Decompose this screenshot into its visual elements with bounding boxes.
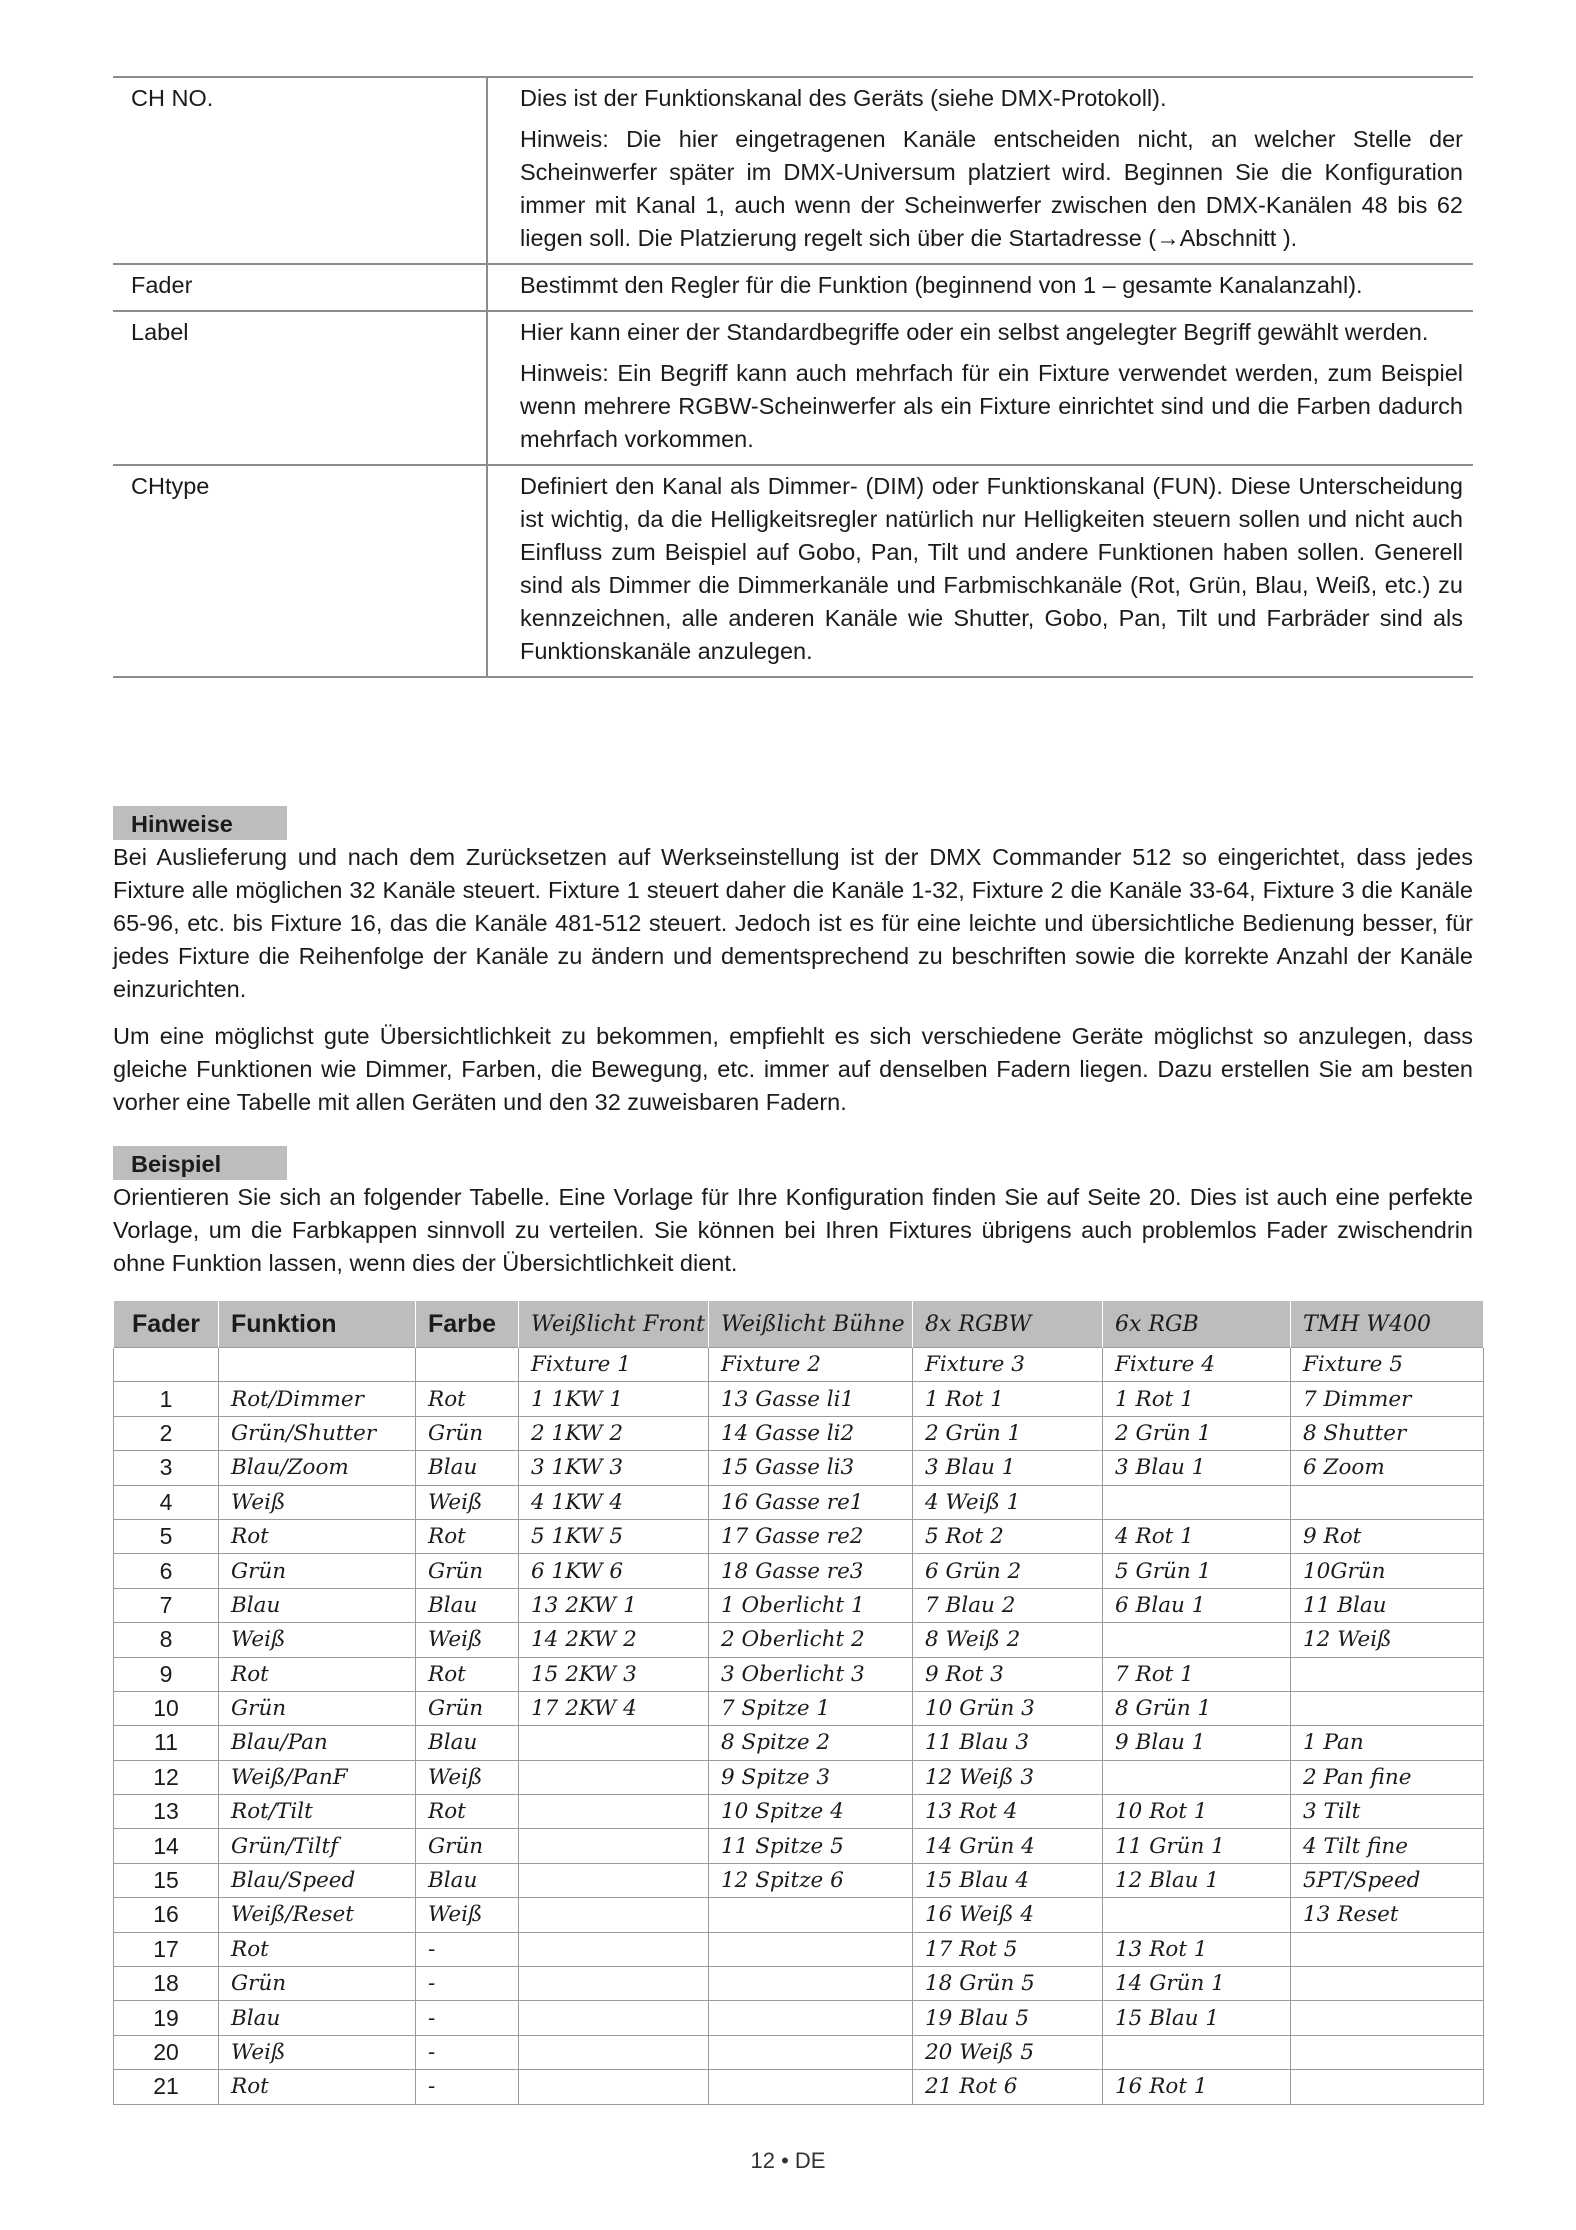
table-cell: Blau/Pan bbox=[219, 1726, 416, 1760]
table-cell: 4 Rot 1 bbox=[1103, 1519, 1291, 1553]
table-cell: Grün bbox=[219, 1554, 416, 1588]
table-cell: Grün/Tiltf bbox=[219, 1829, 416, 1863]
column-header: TMH W400 bbox=[1291, 1301, 1484, 1348]
table-cell: Rot bbox=[219, 2070, 416, 2104]
fixture-label-cell bbox=[219, 1348, 416, 1382]
fixture-label-cell: Fixture 1 bbox=[519, 1348, 709, 1382]
table-cell bbox=[1103, 1898, 1291, 1932]
table-cell bbox=[1291, 1967, 1484, 2001]
table-cell: Grün bbox=[416, 1554, 519, 1588]
fixture-subheader-row bbox=[114, 1348, 1484, 1382]
table-cell: Blau bbox=[416, 1726, 519, 1760]
table-cell: 2 1KW 2 bbox=[519, 1416, 709, 1450]
fader-number-cell: 17 bbox=[114, 1932, 219, 1966]
definition-term: CH NO. bbox=[113, 77, 487, 264]
table-cell: 8 Weiß 2 bbox=[913, 1623, 1103, 1657]
table-cell bbox=[1291, 1932, 1484, 1966]
column-header: 6x RGB bbox=[1103, 1301, 1291, 1348]
table-cell: - bbox=[416, 1932, 519, 1966]
table-cell: Grün/Shutter bbox=[219, 1416, 416, 1450]
table-cell bbox=[519, 1829, 709, 1863]
table-cell: 3 Oberlicht 3 bbox=[709, 1657, 913, 1691]
definition-row bbox=[113, 77, 1473, 264]
definition-term: CHtype bbox=[113, 465, 487, 677]
table-cell: 20 Weiß 5 bbox=[913, 2035, 1103, 2069]
table-cell: 3 Blau 1 bbox=[1103, 1451, 1291, 1485]
table-cell bbox=[519, 1932, 709, 1966]
fixture-label-cell: Fixture 5 bbox=[1291, 1348, 1484, 1382]
table-cell: 10 Grün 3 bbox=[913, 1691, 1103, 1725]
table-cell: 15 Blau 4 bbox=[913, 1863, 1103, 1897]
table-cell: 2 Grün 1 bbox=[1103, 1416, 1291, 1450]
table-cell: 13 Rot 1 bbox=[1103, 1932, 1291, 1966]
table-cell bbox=[1291, 1485, 1484, 1519]
table-cell: 9 Rot 3 bbox=[913, 1657, 1103, 1691]
table-row bbox=[114, 1451, 1484, 1485]
table-row bbox=[114, 1485, 1484, 1519]
definition-description bbox=[487, 465, 1473, 677]
table-cell: Weiß bbox=[219, 2035, 416, 2069]
table-cell bbox=[519, 1760, 709, 1794]
column-header: 8x RGBW bbox=[913, 1301, 1103, 1348]
table-cell: Rot bbox=[416, 1519, 519, 1553]
fader-number-cell: 12 bbox=[114, 1760, 219, 1794]
table-cell: 5 Grün 1 bbox=[1103, 1554, 1291, 1588]
table-row bbox=[114, 1795, 1484, 1829]
table-row bbox=[114, 2035, 1484, 2069]
table-cell: 1 Oberlicht 1 bbox=[709, 1588, 913, 1622]
table-cell: 17 Rot 5 bbox=[913, 1932, 1103, 1966]
table-cell: Grün bbox=[416, 1691, 519, 1725]
table-cell: 13 2KW 1 bbox=[519, 1588, 709, 1622]
table-cell: 11 Blau 3 bbox=[913, 1726, 1103, 1760]
table-row bbox=[114, 1863, 1484, 1897]
definition-paragraph: Hinweis: Die hier eingetragenen Kanäle entscheiden nicht, an welcher Stelle der Scheinwerfer später im DMX-Universum platziert wird. Beginnen Sie die Konfiguration immer mit Kanal 1, auch wenn der Scheinwerfer zwischen den DMX-Kanälen 48 bis 62 liegen soll. Die Platzierung regelt sich über die Startadresse (→Abschnitt ). bbox=[520, 126, 1463, 251]
fader-number-cell: 15 bbox=[114, 1863, 219, 1897]
table-cell: 15 Blau 1 bbox=[1103, 2001, 1291, 2035]
column-header: Fader bbox=[114, 1301, 219, 1348]
table-cell: 7 Blau 2 bbox=[913, 1588, 1103, 1622]
definition-paragraph: Hier kann einer der Standardbegriffe oder ein selbst angelegter Begriff gewählt werden. bbox=[520, 319, 1429, 345]
table-cell: - bbox=[416, 2070, 519, 2104]
table-cell: 3 1KW 3 bbox=[519, 1451, 709, 1485]
table-cell: 15 Gasse li3 bbox=[709, 1451, 913, 1485]
table-cell: 1 Rot 1 bbox=[1103, 1382, 1291, 1416]
table-cell: 12 Blau 1 bbox=[1103, 1863, 1291, 1897]
table-cell bbox=[709, 2070, 913, 2104]
fader-number-cell: 1 bbox=[114, 1382, 219, 1416]
table-cell: 6 Blau 1 bbox=[1103, 1588, 1291, 1622]
table-cell: Weiß bbox=[416, 1485, 519, 1519]
table-cell: 12 Weiß bbox=[1291, 1623, 1484, 1657]
table-cell: 6 Zoom bbox=[1291, 1451, 1484, 1485]
fader-number-cell: 20 bbox=[114, 2035, 219, 2069]
table-cell: 18 Gasse re3 bbox=[709, 1554, 913, 1588]
table-row bbox=[114, 1726, 1484, 1760]
table-cell: 10Grün bbox=[1291, 1554, 1484, 1588]
table-cell: Blau bbox=[416, 1588, 519, 1622]
fader-number-cell: 6 bbox=[114, 1554, 219, 1588]
definition-paragraph: Bestimmt den Regler für die Funktion (beginnend von 1 – gesamte Kanalanzahl). bbox=[520, 272, 1363, 298]
table-row bbox=[114, 1623, 1484, 1657]
fader-number-cell: 5 bbox=[114, 1519, 219, 1553]
table-cell: Blau bbox=[219, 2001, 416, 2035]
column-header: Weißlicht Front bbox=[519, 1301, 709, 1348]
definition-description bbox=[487, 311, 1473, 465]
table-cell: Grün bbox=[219, 1691, 416, 1725]
table-cell: Weiß bbox=[219, 1485, 416, 1519]
table-row bbox=[114, 1829, 1484, 1863]
table-cell: 5 Rot 2 bbox=[913, 1519, 1103, 1553]
column-header: Farbe bbox=[416, 1301, 519, 1348]
table-cell: - bbox=[416, 2001, 519, 2035]
table-cell bbox=[709, 1898, 913, 1932]
table-cell: 21 Rot 6 bbox=[913, 2070, 1103, 2104]
table-cell: Weiß bbox=[219, 1623, 416, 1657]
table-cell bbox=[709, 2001, 913, 2035]
table-cell bbox=[519, 1726, 709, 1760]
table-cell: 11 Spitze 5 bbox=[709, 1829, 913, 1863]
table-cell: 5 1KW 5 bbox=[519, 1519, 709, 1553]
fixture-label-cell bbox=[416, 1348, 519, 1382]
fixture-label-cell bbox=[114, 1348, 219, 1382]
table-cell: Rot bbox=[416, 1382, 519, 1416]
hinweise-heading: Hinweise bbox=[113, 806, 287, 840]
hinweise-section bbox=[113, 806, 1473, 1119]
table-row bbox=[114, 1691, 1484, 1725]
table-cell: 4 Tilt fine bbox=[1291, 1829, 1484, 1863]
table-row bbox=[114, 1588, 1484, 1622]
table-row bbox=[114, 1657, 1484, 1691]
definition-paragraph: Hinweis: Ein Begriff kann auch mehrfach für ein Fixture verwendet werden, zum Beispiel wenn mehrere RGBW-Scheinwerfer als ein Fixture einrichtet sind und die Farben dadurch mehrfach vorkommen. bbox=[520, 360, 1463, 452]
fixture-label-cell: Fixture 4 bbox=[1103, 1348, 1291, 1382]
table-cell: 19 Blau 5 bbox=[913, 2001, 1103, 2035]
definition-term: Label bbox=[113, 311, 487, 465]
table-cell bbox=[519, 2001, 709, 2035]
fader-number-cell: 7 bbox=[114, 1588, 219, 1622]
table-cell: 2 Pan fine bbox=[1291, 1760, 1484, 1794]
table-cell: Weiß bbox=[416, 1760, 519, 1794]
table-cell: Blau/Speed bbox=[219, 1863, 416, 1897]
column-header: Funktion bbox=[219, 1301, 416, 1348]
table-cell: 17 2KW 4 bbox=[519, 1691, 709, 1725]
table-cell: Blau bbox=[219, 1588, 416, 1622]
hinweise-paragraph-2: Um eine möglichst gute Übersichtlichkeit zu bekommen, empfiehlt es sich verschiedene Geräte möglichst so anzulegen, dass gleiche Funktionen wie Dimmer, Farben, die Bewegung, etc. immer auf denselben Fadern liegen. Dazu erstellen Sie am besten vorher eine Tabelle mit allen Geräten und den 32 zuweisbaren Fadern. bbox=[113, 1023, 1473, 1115]
table-cell: 17 Gasse re2 bbox=[709, 1519, 913, 1553]
table-cell: 7 Spitze 1 bbox=[709, 1691, 913, 1725]
table-cell bbox=[1103, 1623, 1291, 1657]
table-cell bbox=[519, 1898, 709, 1932]
fader-number-cell: 2 bbox=[114, 1416, 219, 1450]
fader-number-cell: 10 bbox=[114, 1691, 219, 1725]
table-row bbox=[114, 1554, 1484, 1588]
table-cell: 7 Dimmer bbox=[1291, 1382, 1484, 1416]
table-cell: 4 1KW 4 bbox=[519, 1485, 709, 1519]
table-cell: Grün bbox=[219, 1967, 416, 2001]
table-cell: 4 Weiß 1 bbox=[913, 1485, 1103, 1519]
table-cell: 9 Rot bbox=[1291, 1519, 1484, 1553]
table-cell: Rot/Tilt bbox=[219, 1795, 416, 1829]
table-cell: 13 Reset bbox=[1291, 1898, 1484, 1932]
fader-number-cell: 4 bbox=[114, 1485, 219, 1519]
table-cell: 9 Blau 1 bbox=[1103, 1726, 1291, 1760]
table-cell: 12 Weiß 3 bbox=[913, 1760, 1103, 1794]
table-cell bbox=[519, 1863, 709, 1897]
beispiel-paragraph: Orientieren Sie sich an folgender Tabelle. Eine Vorlage für Ihre Konfiguration finden Sie auf Seite 20. Dies ist auch eine perfekte Vorlage, um die Farbkappen sinnvoll zu verteilen. Sie können bei Ihren Fixtures übrigens auch problemlos Fader zwischendrin ohne Funktion lassen, wenn dies der Übersichtlichkeit dient. bbox=[113, 1184, 1473, 1276]
fader-number-cell: 19 bbox=[114, 2001, 219, 2035]
table-cell: 9 Spitze 3 bbox=[709, 1760, 913, 1794]
table-cell: 3 Tilt bbox=[1291, 1795, 1484, 1829]
table-cell: 10 Rot 1 bbox=[1103, 1795, 1291, 1829]
table-row bbox=[114, 1967, 1484, 2001]
table-cell: 15 2KW 3 bbox=[519, 1657, 709, 1691]
definition-paragraph: Definiert den Kanal als Dimmer- (DIM) oder Funktionskanal (FUN). Diese Unterscheidung ist wichtig, da die Helligkeitsregler natürlich nur Helligkeiten steuern sollen und nicht auch Einfluss zum Beispiel auf Gobo, Pan, Tilt und andere Funktionen haben sollen. Generell sind als Dimmer die Dimmerkanäle und Farbmischkanäle (Rot, Grün, Blau, Weiß, etc.) zu kennzeichnen, alle anderen Kanäle wie Shutter, Gobo, Pan, Tilt und Farbräder sind als Funktionskanäle anzulegen. bbox=[520, 473, 1463, 664]
table-cell: Blau bbox=[416, 1863, 519, 1897]
table-cell: Rot bbox=[219, 1519, 416, 1553]
table-cell: 1 Pan bbox=[1291, 1726, 1484, 1760]
table-cell: 16 Gasse re1 bbox=[709, 1485, 913, 1519]
table-cell: Grün bbox=[416, 1416, 519, 1450]
table-row bbox=[114, 2001, 1484, 2035]
table-cell: 3 Blau 1 bbox=[913, 1451, 1103, 1485]
definition-description bbox=[487, 77, 1473, 264]
table-cell: Grün bbox=[416, 1829, 519, 1863]
table-cell: Blau bbox=[416, 1451, 519, 1485]
table-row bbox=[114, 1416, 1484, 1450]
table-cell bbox=[709, 2035, 913, 2069]
table-cell bbox=[1291, 2035, 1484, 2069]
table-cell: Rot/Dimmer bbox=[219, 1382, 416, 1416]
definition-term: Fader bbox=[113, 264, 487, 311]
table-cell bbox=[519, 1795, 709, 1829]
fader-number-cell: 21 bbox=[114, 2070, 219, 2104]
table-cell: Rot bbox=[219, 1657, 416, 1691]
table-row bbox=[114, 1382, 1484, 1416]
table-cell bbox=[1291, 2001, 1484, 2035]
table-cell: Weiß bbox=[416, 1623, 519, 1657]
beispiel-section bbox=[113, 1146, 1473, 1280]
table-cell: 14 Grün 1 bbox=[1103, 1967, 1291, 2001]
table-cell: 11 Grün 1 bbox=[1103, 1829, 1291, 1863]
table-cell: 12 Spitze 6 bbox=[709, 1863, 913, 1897]
table-row bbox=[114, 1932, 1484, 1966]
table-cell bbox=[1103, 2035, 1291, 2069]
fader-number-cell: 8 bbox=[114, 1623, 219, 1657]
table-cell: 10 Spitze 4 bbox=[709, 1795, 913, 1829]
table-cell bbox=[709, 1932, 913, 1966]
table-cell bbox=[1291, 2070, 1484, 2104]
fader-number-cell: 13 bbox=[114, 1795, 219, 1829]
table-cell: 6 1KW 6 bbox=[519, 1554, 709, 1588]
fixture-label-cell: Fixture 3 bbox=[913, 1348, 1103, 1382]
table-cell bbox=[519, 2070, 709, 2104]
fader-number-cell: 3 bbox=[114, 1451, 219, 1485]
table-cell: 2 Grün 1 bbox=[913, 1416, 1103, 1450]
table-cell: Weiß bbox=[416, 1898, 519, 1932]
definition-row bbox=[113, 264, 1473, 311]
definition-description bbox=[487, 264, 1473, 311]
table-cell: Weiß/Reset bbox=[219, 1898, 416, 1932]
table-cell: 14 2KW 2 bbox=[519, 1623, 709, 1657]
table-cell: 8 Shutter bbox=[1291, 1416, 1484, 1450]
definition-row bbox=[113, 465, 1473, 677]
definition-table bbox=[113, 76, 1473, 678]
table-cell: 8 Grün 1 bbox=[1103, 1691, 1291, 1725]
table-cell: Rot bbox=[416, 1657, 519, 1691]
table-row bbox=[114, 2070, 1484, 2104]
table-cell: 14 Grün 4 bbox=[913, 1829, 1103, 1863]
fader-number-cell: 14 bbox=[114, 1829, 219, 1863]
fader-number-cell: 18 bbox=[114, 1967, 219, 2001]
table-cell: Weiß/PanF bbox=[219, 1760, 416, 1794]
table-cell: Rot bbox=[416, 1795, 519, 1829]
beispiel-heading: Beispiel bbox=[113, 1146, 287, 1180]
table-cell bbox=[1291, 1657, 1484, 1691]
definition-paragraph: Dies ist der Funktionskanal des Geräts (siehe DMX-Protokoll). bbox=[520, 85, 1167, 111]
table-cell: Rot bbox=[219, 1932, 416, 1966]
table-cell bbox=[1103, 1760, 1291, 1794]
table-cell: 16 Rot 1 bbox=[1103, 2070, 1291, 2104]
table-row bbox=[114, 1898, 1484, 1932]
table-cell bbox=[709, 1967, 913, 2001]
column-header: Weißlicht Bühne bbox=[709, 1301, 913, 1348]
table-cell: 13 Rot 4 bbox=[913, 1795, 1103, 1829]
table-cell: 13 Gasse li1 bbox=[709, 1382, 913, 1416]
table-cell: 2 Oberlicht 2 bbox=[709, 1623, 913, 1657]
fader-number-cell: 9 bbox=[114, 1657, 219, 1691]
table-cell: 18 Grün 5 bbox=[913, 1967, 1103, 2001]
table-cell: 11 Blau bbox=[1291, 1588, 1484, 1622]
definition-row bbox=[113, 311, 1473, 465]
table-cell: 1 1KW 1 bbox=[519, 1382, 709, 1416]
table-cell: 14 Gasse li2 bbox=[709, 1416, 913, 1450]
hinweise-paragraph-1: Bei Auslieferung und nach dem Zurücksetzen auf Werkseinstellung ist der DMX Commander 512 so eingerichtet, dass jedes Fixture alle möglichen 32 Kanäle steuert. Fixture 1 steuert daher die Kanäle 1-32, Fixture 2 die Kanäle 33-64, Fixture 3 die Kanäle 65-96, etc. bis Fixture 16, das die Kanäle 481-512 steuert. Jedoch ist es für eine leichte und übersichtliche Bedienung besser, für jedes Fixture die Reihenfolge der Kanäle zu ändern und dementsprechend zu beschriften sowie die korrekte Anzahl der Kanäle einzurichten. bbox=[113, 844, 1473, 1002]
table-cell: - bbox=[416, 2035, 519, 2069]
fixture-label-cell: Fixture 2 bbox=[709, 1348, 913, 1382]
page-number: 12 • DE bbox=[750, 2148, 826, 2173]
table-cell: 5PT/Speed bbox=[1291, 1863, 1484, 1897]
table-cell: 16 Weiß 4 bbox=[913, 1898, 1103, 1932]
fader-table bbox=[113, 1301, 1484, 2105]
fader-table-header bbox=[114, 1301, 1484, 1348]
fader-number-cell: 16 bbox=[114, 1898, 219, 1932]
table-row bbox=[114, 1519, 1484, 1553]
table-cell bbox=[1103, 1485, 1291, 1519]
fader-number-cell: 11 bbox=[114, 1726, 219, 1760]
table-cell: Blau/Zoom bbox=[219, 1451, 416, 1485]
table-cell: 7 Rot 1 bbox=[1103, 1657, 1291, 1691]
table-row bbox=[114, 1760, 1484, 1794]
table-cell: 1 Rot 1 bbox=[913, 1382, 1103, 1416]
table-cell bbox=[519, 2035, 709, 2069]
table-cell: - bbox=[416, 1967, 519, 2001]
table-cell: 8 Spitze 2 bbox=[709, 1726, 913, 1760]
table-cell: 6 Grün 2 bbox=[913, 1554, 1103, 1588]
table-cell bbox=[1291, 1691, 1484, 1725]
table-cell bbox=[519, 1967, 709, 2001]
